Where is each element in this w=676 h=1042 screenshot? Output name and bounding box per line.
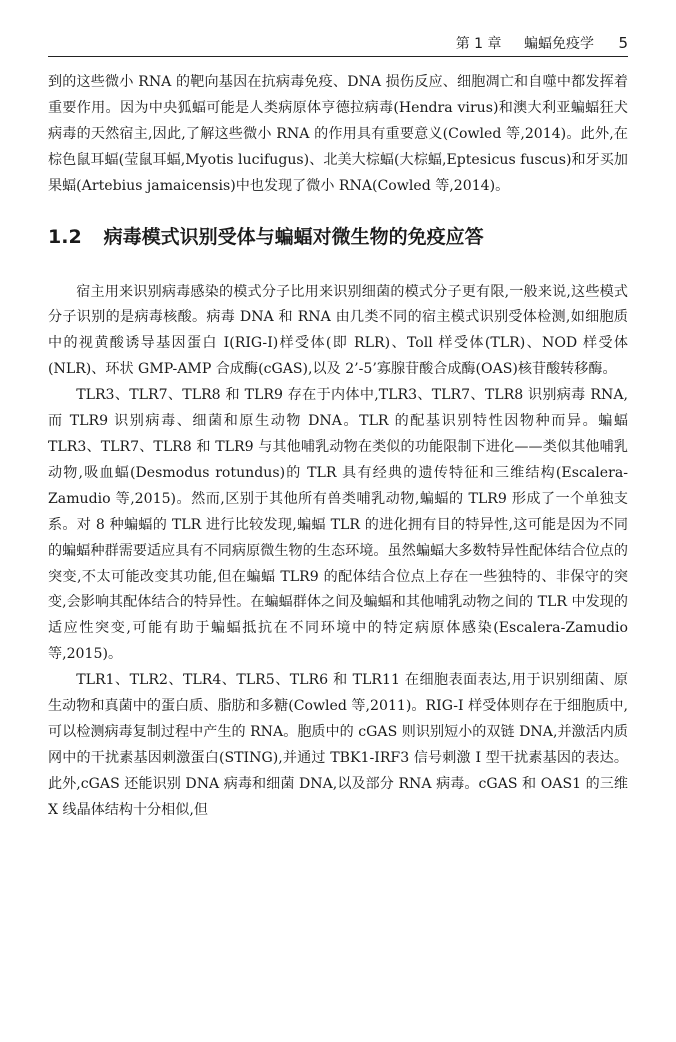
section-number: 1.2 xyxy=(48,225,82,248)
paragraph: TLR3、TLR7、TLR8 和 TLR9 存在于内体中,TLR3、TLR7、TLR8 识别病毒 RNA,而 TLR9 识别病毒、细菌和原生动物 DNA。TLR 的配基识别特性因物种而异。蝙蝠 TLR3、TLR7、TLR8 和 TLR9 与其他哺乳动物在类似的功能限制下进化——类似其他哺乳动物,吸血蝠(Desmodus rotundus)的 TLR 具有经典的遗传特征和三维结构(Escalera-Zamudio 等,2015)。然而,区别于其他所有兽类哺乳动物,蝙蝠的 TLR9 形成了一个单独支系。对 8 种蝙蝠的 TLR 进行比较发现,蝙蝠 TLR 的进化拥有目的特异性,这可能是因为不同的蝙蝠种群需要适应具有不同病原微生物的生态环境。虽然蝙蝠大多数特异性配体结合位点的突变,不太可能改变其功能,但在蝙蝠 TLR9 的配体结合位点上存在一些独特的、非保守的突变,会影响其配体结合的特异性。在蝙蝠群体之间及蝙蝠和其他哺乳动物之间的 TLR 中发现的适应性突变,可能有助于蝙蝠抵抗在不同环境中的特定病原体感染(Escalera-Zamudio 等,2015)。 xyxy=(48,387,628,663)
section-title: 病毒模式识别受体与蝙蝠对微生物的免疫应答 xyxy=(103,225,484,248)
chapter-number: 第 1 章 xyxy=(455,36,502,52)
paragraph: TLR1、TLR2、TLR4、TLR5、TLR6 和 TLR11 在细胞表面表达,用于识别细菌、原生动物和真菌中的蛋白质、脂肪和多糖(Cowled 等,2011)。RIG-I 样受体则存在于细胞质中,可以检测病毒复制过程中产生的 RNA。胞质中的 cGAS 则识别短小的双链 DNA,并激活内质网中的干扰素基因刺激蛋白(STING),并通过 TBK1-IRF3 信号刺激 I 型干扰素基因的表达。此外,cGAS 还能识别 DNA 病毒和细菌 DNA,以及部分 RNA 病毒。cGAS 和 OAS1 的三维 X 线晶体结构十分相似,但 xyxy=(48,672,628,818)
paragraph-continued: 到的这些微小 RNA 的靶向基因在抗病毒免疫、DNA 损伤反应、细胞凋亡和自噬中都发挥着重要作用。因为中央狐蝠可能是人类病原体亨德拉病毒(Hendra virus)和澳大利亚蝙蝠狂犬病毒的天然宿主,因此,了解这些微小 RNA 的作用具有重要意义(Cowled 等,2014)。此外,在棕色鼠耳蝠(莹鼠耳蝠,Myotis lucifugus)、北美大棕蝠(大棕蝠,Eptesicus fuscus)和牙买加果蝠(Artebius jamaicensis)中也发现了微小 RNA(Cowled 等,2014)。 xyxy=(48,74,628,194)
section-heading xyxy=(48,222,628,252)
chapter-title: 蝙蝠免疫学 xyxy=(524,36,594,52)
paragraph: 宿主用来识别病毒感染的模式分子比用来识别细菌的模式分子更有限,一般来说,这些模式分子识别的是病毒核酸。病毒 DNA 和 RNA 由几类不同的宿主模式识别受体检测,如细胞质中的视黄酸诱导基因蛋白 I(RIG-I)样受体(即 RLR)、Toll 样受体(TLR)、NOD 样受体(NLR)、环状 GMP-AMP 合成酶(cGAS),以及 2’-5’寡腺苷酸合成酶(OAS)核苷酸转移酶。 xyxy=(48,283,628,378)
page-number: 5 xyxy=(618,34,628,52)
running-header xyxy=(48,30,628,57)
page-body xyxy=(48,70,628,824)
